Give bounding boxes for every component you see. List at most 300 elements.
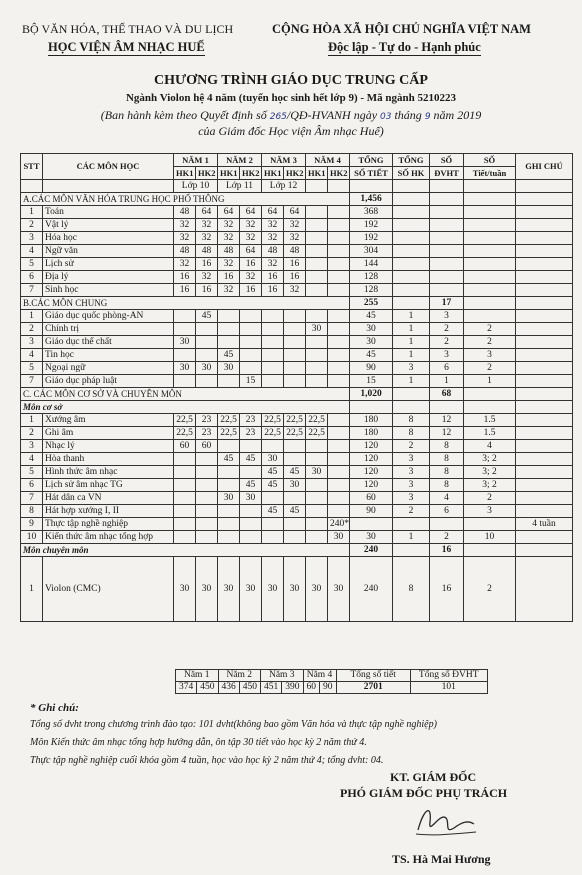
cell-hk: 8 — [393, 427, 430, 440]
cell-tt: 3 — [464, 505, 516, 518]
cell-total: 120 — [350, 466, 393, 479]
section-a-title: A.CÁC MÔN VĂN HÓA TRUNG HỌC PHỔ THÔNG — [21, 193, 350, 206]
col-total-hk: TỔNG — [393, 154, 430, 167]
cell-total: 30 — [350, 323, 393, 336]
cell-y4b — [328, 284, 350, 297]
cell-note — [516, 479, 573, 492]
cell-y1b — [196, 336, 218, 349]
cell-total: 90 — [350, 505, 393, 518]
section-b — [21, 297, 573, 310]
notes-line-2: Môn Kiến thức âm nhạc tổng hợp hướng dẫn, ôn tập 30 tiết vào học kỳ 2 năm thứ 4. — [30, 737, 367, 748]
table-row — [21, 336, 573, 349]
cell-y4b: 30 — [328, 557, 350, 622]
cell-y4b — [328, 310, 350, 323]
col-hk1: HK1 — [306, 167, 328, 180]
cell-stt: 2 — [21, 427, 43, 440]
cell-y4b — [328, 466, 350, 479]
cell-y4b — [328, 271, 350, 284]
cell-y1a — [174, 453, 196, 466]
cell-hk — [393, 258, 430, 271]
cell-y4b — [328, 245, 350, 258]
cell-name: Giáo dục pháp luật — [43, 375, 174, 388]
cell-note — [516, 349, 573, 362]
cell-y3b: 45 — [284, 466, 306, 479]
cell-total: 144 — [350, 258, 393, 271]
cell-y3a: 16 — [262, 284, 284, 297]
cell-note — [516, 492, 573, 505]
cell-y3a: 22,5 — [262, 427, 284, 440]
cell-y3a — [262, 349, 284, 362]
cell-y2a: 32 — [218, 258, 240, 271]
table-row — [21, 440, 573, 453]
cell-y4b — [328, 427, 350, 440]
cell-dv: 1 — [430, 375, 464, 388]
cell-y3b: 22,5 — [284, 414, 306, 427]
col-year1: NĂM 1 — [174, 154, 218, 167]
cell-y2b — [240, 362, 262, 375]
cell-y2a — [218, 479, 240, 492]
cell-dv: 3 — [430, 349, 464, 362]
cell-name: Thực tập nghề nghiệp — [43, 518, 174, 531]
cell-y1a: 16 — [174, 271, 196, 284]
cell-hk — [393, 232, 430, 245]
cell-name: Giáo dục thể chất — [43, 336, 174, 349]
cell-y4a: 30 — [306, 466, 328, 479]
cell-y3a — [262, 440, 284, 453]
table-row — [21, 271, 573, 284]
cell-hk: 1 — [393, 531, 430, 544]
cell-y1a: 48 — [174, 206, 196, 219]
cell-hk: 1 — [393, 310, 430, 323]
col-credits-sub: ĐVHT — [430, 167, 464, 180]
cell-note — [516, 206, 573, 219]
cell-tt — [464, 271, 516, 284]
cell-y1a — [174, 375, 196, 388]
cell-y2b: 64 — [240, 245, 262, 258]
cell-y4b — [328, 336, 350, 349]
cell-y3b — [284, 492, 306, 505]
table-row — [21, 531, 573, 544]
cell-note — [516, 362, 573, 375]
cell-tt: 2 — [464, 336, 516, 349]
cell-stt: 4 — [21, 349, 43, 362]
basic-subjects — [21, 401, 573, 414]
program-title: CHƯƠNG TRÌNH GIÁO DỤC TRUNG CẤP — [154, 73, 428, 88]
cell-y2a — [218, 466, 240, 479]
cell-dv: 4 — [430, 492, 464, 505]
cell-note — [516, 271, 573, 284]
col-year4: NĂM 4 — [306, 154, 350, 167]
cell-name: Hình thức âm nhạc — [43, 466, 174, 479]
cell-y2a: 30 — [218, 492, 240, 505]
cell-tt: 2 — [464, 362, 516, 375]
table-row — [21, 427, 573, 440]
cell-y1b: 48 — [196, 245, 218, 258]
cell-tt: 3; 2 — [464, 453, 516, 466]
cell-total: 128 — [350, 271, 393, 284]
cell-note — [516, 323, 573, 336]
cell-tt — [464, 258, 516, 271]
cell-y1a — [174, 505, 196, 518]
cell-y1a: 30 — [174, 336, 196, 349]
summary-year1-label: Năm 1 — [176, 670, 219, 682]
notes-heading: * Ghi chú: — [30, 702, 79, 714]
grade-10: Lớp 10 — [174, 180, 218, 193]
cell-y4b — [328, 492, 350, 505]
col-periods: SỐ — [464, 154, 516, 167]
summary-value: 450 — [197, 682, 218, 694]
cell-stt: 9 — [21, 518, 43, 531]
cell-hk — [393, 284, 430, 297]
cell-y4a: 30 — [306, 557, 328, 622]
cell-y1a — [174, 466, 196, 479]
cell-dv — [430, 518, 464, 531]
cell-y3a: 32 — [262, 232, 284, 245]
cell-y4b — [328, 258, 350, 271]
signature-scribble — [410, 800, 480, 842]
cell-y3a: 45 — [262, 505, 284, 518]
cell-total: 45 — [350, 310, 393, 323]
cell-name: Ghi âm — [43, 427, 174, 440]
cell-y4b — [328, 323, 350, 336]
cell-y4b — [328, 206, 350, 219]
cell-y2a: 30 — [218, 557, 240, 622]
cell-note — [516, 219, 573, 232]
cell-note — [516, 466, 573, 479]
cell-y4b — [328, 453, 350, 466]
cell-y2a: 30 — [218, 362, 240, 375]
cell-y2a: 48 — [218, 245, 240, 258]
cell-y1b — [196, 492, 218, 505]
cell-y2a: 64 — [218, 206, 240, 219]
cell-stt: 5 — [21, 258, 43, 271]
cell-y1a — [174, 492, 196, 505]
cell-y1b — [196, 323, 218, 336]
cell-y2b: 16 — [240, 284, 262, 297]
cell-tt — [464, 284, 516, 297]
cell-hk: 3 — [393, 479, 430, 492]
cell-hk: 8 — [393, 557, 430, 622]
summary-year2-label: Năm 2 — [218, 670, 261, 682]
table-row — [21, 206, 573, 219]
cell-hk: 1 — [393, 349, 430, 362]
cell-y1b — [196, 375, 218, 388]
cell-y3b — [284, 362, 306, 375]
cell-y4a — [306, 284, 328, 297]
cell-total: 45 — [350, 349, 393, 362]
cell-y2b — [240, 531, 262, 544]
cell-note — [516, 440, 573, 453]
cell-y2b: 64 — [240, 206, 262, 219]
cell-total: 15 — [350, 375, 393, 388]
cell-y4a: 22,5 — [306, 427, 328, 440]
cell-hk: 3 — [393, 362, 430, 375]
summary-value: 90 — [320, 682, 337, 694]
cell-name: Sinh học — [43, 284, 174, 297]
cell-dv: 12 — [430, 427, 464, 440]
cell-y3b: 32 — [284, 232, 306, 245]
cell-y3a: 30 — [262, 557, 284, 622]
col-year3: NĂM 3 — [262, 154, 306, 167]
cell-y2a: 32 — [218, 232, 240, 245]
cell-y3a: 48 — [262, 245, 284, 258]
table-row — [21, 349, 573, 362]
cell-y4a — [306, 479, 328, 492]
cell-hk: 3 — [393, 466, 430, 479]
cell-y4a — [306, 375, 328, 388]
major-subjects-total: 240 — [350, 544, 393, 557]
cell-dv: 8 — [430, 479, 464, 492]
cell-stt: 4 — [21, 453, 43, 466]
cell-y1b: 30 — [196, 557, 218, 622]
cell-tt — [464, 206, 516, 219]
signer-name: TS. Hà Mai Hương — [392, 852, 491, 866]
cell-y2a — [218, 440, 240, 453]
cell-stt: 6 — [21, 479, 43, 492]
summary-value: 436 — [218, 682, 239, 694]
summary-value: 390 — [282, 682, 303, 694]
cell-y1a — [174, 310, 196, 323]
cell-stt: 5 — [21, 362, 43, 375]
cell-total: 30 — [350, 336, 393, 349]
cell-y4a — [306, 271, 328, 284]
cell-y1b: 16 — [196, 258, 218, 271]
cell-y4a — [306, 518, 328, 531]
cell-y4b — [328, 414, 350, 427]
cell-total: 192 — [350, 232, 393, 245]
decree-number: 265 — [269, 112, 287, 122]
cell-y4a — [306, 349, 328, 362]
cell-tt: 2 — [464, 323, 516, 336]
cell-y2b — [240, 518, 262, 531]
summary-values — [176, 682, 488, 694]
cell-stt: 1 — [21, 414, 43, 427]
cell-y3a — [262, 336, 284, 349]
cell-y1b — [196, 466, 218, 479]
cell-y1a: 30 — [174, 362, 196, 375]
cell-y4a: 30 — [306, 323, 328, 336]
cell-y3a: 45 — [262, 479, 284, 492]
cell-total: 30 — [350, 531, 393, 544]
cell-y2b — [240, 440, 262, 453]
basic-subjects-total — [350, 401, 393, 414]
cell-tt — [464, 232, 516, 245]
table-row — [21, 245, 573, 258]
col-total-sub: SỐ TIẾT — [350, 167, 393, 180]
section-a-credits — [430, 193, 464, 206]
cell-y2a — [218, 505, 240, 518]
cell-tt: 4 — [464, 440, 516, 453]
cell-tt: 1.5 — [464, 427, 516, 440]
major-subjects — [21, 544, 573, 557]
motto: Độc lập - Tự do - Hạnh phúc — [328, 40, 481, 54]
cell-note — [516, 505, 573, 518]
cell-y2b — [240, 323, 262, 336]
cell-dv — [430, 206, 464, 219]
cell-y1b: 23 — [196, 414, 218, 427]
cell-total: 368 — [350, 206, 393, 219]
cell-total: 120 — [350, 479, 393, 492]
cell-y1b: 64 — [196, 206, 218, 219]
cell-total: 90 — [350, 362, 393, 375]
section-b-credits: 17 — [430, 297, 464, 310]
table-row — [21, 323, 573, 336]
cell-stt: 3 — [21, 440, 43, 453]
cell-y3b — [284, 531, 306, 544]
cell-y2a — [218, 518, 240, 531]
cell-y3b: 30 — [284, 479, 306, 492]
cell-y2a: 32 — [218, 284, 240, 297]
cell-y1b — [196, 479, 218, 492]
cell-stt: 1 — [21, 206, 43, 219]
cell-dv: 2 — [430, 336, 464, 349]
cell-y1b — [196, 531, 218, 544]
cell-y1a: 60 — [174, 440, 196, 453]
cell-y3a — [262, 375, 284, 388]
cell-total: 192 — [350, 219, 393, 232]
table-row — [21, 505, 573, 518]
cell-y4a — [306, 310, 328, 323]
cell-y3b — [284, 518, 306, 531]
cell-hk: 3 — [393, 492, 430, 505]
cell-y2a: 16 — [218, 271, 240, 284]
cell-name: Toán — [43, 206, 174, 219]
cell-y4a — [306, 362, 328, 375]
cell-dv: 3 — [430, 310, 464, 323]
cell-dv — [430, 245, 464, 258]
cell-hk: 8 — [393, 414, 430, 427]
cell-y4b: 240* — [328, 518, 350, 531]
cell-tt: 2 — [464, 492, 516, 505]
cell-name: Tin học — [43, 349, 174, 362]
cell-dv — [430, 284, 464, 297]
cell-stt: 7 — [21, 375, 43, 388]
cell-tt: 3; 2 — [464, 479, 516, 492]
cell-y3b — [284, 453, 306, 466]
cell-y2b: 23 — [240, 414, 262, 427]
cell-y4b — [328, 479, 350, 492]
cell-tt: 1.5 — [464, 414, 516, 427]
cell-y2a: 32 — [218, 219, 240, 232]
cell-stt: 1 — [21, 557, 43, 622]
cell-dv: 6 — [430, 505, 464, 518]
cell-y1a: 32 — [174, 258, 196, 271]
cell-stt: 6 — [21, 271, 43, 284]
cell-y4b — [328, 375, 350, 388]
cell-y2b: 15 — [240, 375, 262, 388]
cell-y2b — [240, 310, 262, 323]
cell-note — [516, 557, 573, 622]
col-hk2: HK2 — [328, 167, 350, 180]
col-credits: SỐ — [430, 154, 464, 167]
col-hk2: HK2 — [240, 167, 262, 180]
cell-name: Hát dân ca VN — [43, 492, 174, 505]
cell-y2b: 32 — [240, 232, 262, 245]
cell-stt: 10 — [21, 531, 43, 544]
cell-total: 180 — [350, 427, 393, 440]
cell-y3b — [284, 440, 306, 453]
cell-dv: 8 — [430, 466, 464, 479]
summary-total-value: 2701 — [336, 682, 410, 694]
ministry-name: BỘ VĂN HÓA, THỂ THAO VÀ DU LỊCH — [22, 22, 234, 36]
col-hk1: HK1 — [262, 167, 284, 180]
cell-hk — [393, 245, 430, 258]
cell-note — [516, 232, 573, 245]
cell-y3b: 30 — [284, 557, 306, 622]
col-hk2: HK2 — [196, 167, 218, 180]
cell-y4a — [306, 219, 328, 232]
summary-year3-label: Năm 3 — [261, 670, 304, 682]
cell-y1b: 16 — [196, 284, 218, 297]
col-subject: CÁC MÔN HỌC — [43, 154, 174, 180]
signer-role-2: PHÓ GIÁM ĐỐC PHỤ TRÁCH — [340, 786, 508, 800]
cell-note — [516, 375, 573, 388]
cell-y4a — [306, 453, 328, 466]
table-row — [21, 492, 573, 505]
cell-y3b: 48 — [284, 245, 306, 258]
cell-y3a — [262, 362, 284, 375]
cell-total: 128 — [350, 284, 393, 297]
cell-y1b — [196, 349, 218, 362]
cell-name: Ngoại ngữ — [43, 362, 174, 375]
cell-stt: 7 — [21, 492, 43, 505]
cell-y2a — [218, 336, 240, 349]
cell-y2b: 16 — [240, 258, 262, 271]
cell-note — [516, 531, 573, 544]
cell-tt — [464, 245, 516, 258]
cell-note — [516, 414, 573, 427]
cell-dv — [430, 219, 464, 232]
cell-y1a — [174, 531, 196, 544]
table-row — [21, 453, 573, 466]
cell-y3b — [284, 336, 306, 349]
cell-tt: 1 — [464, 375, 516, 388]
cell-dv: 2 — [430, 323, 464, 336]
cell-y2b: 32 — [240, 271, 262, 284]
cell-tt: 10 — [464, 531, 516, 544]
cell-tt — [464, 518, 516, 531]
header-row-1 — [21, 154, 573, 167]
table-row — [21, 284, 573, 297]
cell-note — [516, 284, 573, 297]
cell-y3a: 32 — [262, 219, 284, 232]
cell-name: Lịch sử — [43, 258, 174, 271]
cell-name: Hòa thanh — [43, 453, 174, 466]
cell-y3b — [284, 323, 306, 336]
cell-y1b — [196, 518, 218, 531]
cell-hk: 3 — [393, 453, 430, 466]
cell-y3a — [262, 531, 284, 544]
cell-name: Nhạc lý — [43, 440, 174, 453]
cell-y4a — [306, 245, 328, 258]
summary-total-label: Tổng số tiết — [336, 670, 410, 682]
cell-y4a — [306, 531, 328, 544]
cell-y1a: 22,5 — [174, 414, 196, 427]
cell-tt: 3; 2 — [464, 466, 516, 479]
cell-y4a — [306, 206, 328, 219]
cell-y3b: 64 — [284, 206, 306, 219]
cell-stt: 2 — [21, 323, 43, 336]
republic-name: CỘNG HÒA XÃ HỘI CHỦ NGHĨA VIỆT NAM — [272, 22, 531, 36]
table-row — [21, 414, 573, 427]
cell-stt: 1 — [21, 310, 43, 323]
grade-11: Lớp 11 — [218, 180, 262, 193]
cell-name: Ngữ văn — [43, 245, 174, 258]
cell-y3b: 22,5 — [284, 427, 306, 440]
cell-total: 180 — [350, 414, 393, 427]
table-row — [21, 258, 573, 271]
cell-name: Lịch sử âm nhạc TG — [43, 479, 174, 492]
